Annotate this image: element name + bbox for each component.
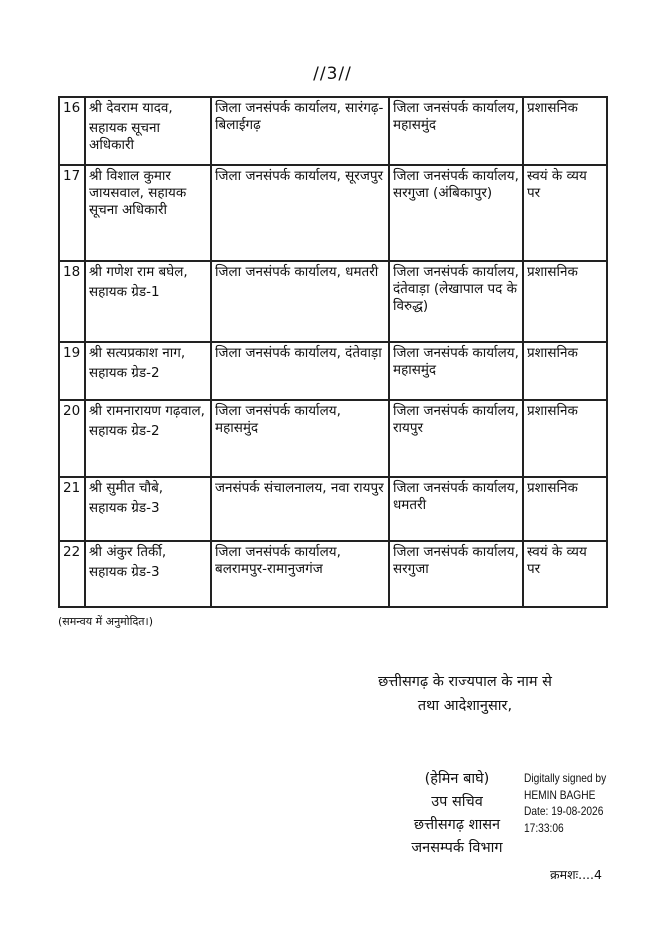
serial-number: 18 xyxy=(59,261,85,342)
transfer-reason: स्वयं के व्यय पर xyxy=(523,541,607,607)
employee-designation: सहायक ग्रेड-3 xyxy=(89,564,160,580)
order-line-2: तथा आदेशानुसार, xyxy=(417,698,513,714)
to-office: जिला जनसंपर्क कार्यालय, महासमुंद xyxy=(389,342,523,400)
from-office: जिला जनसंपर्क कार्यालय, बलरामपुर-रामानुजगंज xyxy=(211,541,389,607)
digital-signature-line: Digitally signed by xyxy=(524,771,607,785)
table-row xyxy=(59,400,607,477)
to-office: जिला जनसंपर्क कार्यालय, सरगुजा xyxy=(389,541,523,607)
from-office: जनसंपर्क संचालनालय, नवा रायपुर xyxy=(211,477,389,541)
to-office: जिला जनसंपर्क कार्यालय, दंतेवाड़ा (लेखापाल पद के विरुद्ध) xyxy=(389,261,523,342)
employee-designation: सहायक ग्रेड-3 xyxy=(89,500,160,516)
table-row xyxy=(59,261,607,342)
from-office: जिला जनसंपर्क कार्यालय, सूरजपुर xyxy=(211,165,389,261)
employee-cell xyxy=(85,97,211,165)
to-office: जिला जनसंपर्क कार्यालय, सरगुजा (अंबिकापुर) xyxy=(389,165,523,261)
transfer-reason: प्रशासनिक xyxy=(523,400,607,477)
from-office: जिला जनसंपर्क कार्यालय, सारंगढ़-बिलाईगढ़ xyxy=(211,97,389,165)
employee-cell xyxy=(85,400,211,477)
employee-name: श्री सुमीत चौबे, xyxy=(89,480,164,496)
to-office: जिला जनसंपर्क कार्यालय, महासमुंद xyxy=(389,97,523,165)
employee-designation: सहायक ग्रेड-2 xyxy=(89,423,160,439)
employee-cell xyxy=(85,261,211,342)
employee-cell xyxy=(85,541,211,607)
to-office: जिला जनसंपर्क कार्यालय, धमतरी xyxy=(389,477,523,541)
serial-number: 21 xyxy=(59,477,85,541)
from-office: जिला जनसंपर्क कार्यालय, महासमुंद xyxy=(211,400,389,477)
signatory-name: (हेमिन बाघे) xyxy=(424,771,490,787)
employee-name: श्री अंकुर तिर्की, xyxy=(89,544,167,560)
transfer-reason: स्वयं के व्यय पर xyxy=(523,165,607,261)
to-office: जिला जनसंपर्क कार्यालय, रायपुर xyxy=(389,400,523,477)
employee-cell xyxy=(85,342,211,400)
digital-signature-signer: HEMIN BAGHE xyxy=(524,787,596,802)
table-row xyxy=(59,165,607,261)
table-row xyxy=(59,97,607,165)
signatory-department: जनसम्पर्क विभाग xyxy=(411,840,503,856)
serial-number: 19 xyxy=(59,342,85,400)
order-line-1: छत्तीसगढ़ के राज्यपाल के नाम से xyxy=(378,674,552,690)
serial-number: 20 xyxy=(59,400,85,477)
table-row xyxy=(59,342,607,400)
employee-name: श्री देवराम यादव, xyxy=(89,100,173,116)
digital-signature-time: 17:33:06 xyxy=(524,820,564,835)
table-row xyxy=(59,477,607,541)
employee-cell xyxy=(85,477,211,541)
employee-designation: सहायक ग्रेड-1 xyxy=(89,284,160,300)
signatory-block xyxy=(392,768,522,860)
digital-signature-date: Date: 19-08-2026 xyxy=(524,804,604,818)
employee-designation: सहायक ग्रेड-2 xyxy=(89,365,160,381)
page-number: //3// xyxy=(313,64,352,84)
employee-designation: सहायक सूचना अधिकारी xyxy=(89,120,160,153)
from-office: जिला जनसंपर्क कार्यालय, दंतेवाड़ा xyxy=(211,342,389,400)
serial-number: 16 xyxy=(59,97,85,165)
signatory-government: छत्तीसगढ़ शासन xyxy=(413,817,501,833)
continuation-marker: क्रमशः....4 xyxy=(550,867,602,882)
transfer-reason: प्रशासनिक xyxy=(523,261,607,342)
transfer-reason: प्रशासनिक xyxy=(523,97,607,165)
serial-number: 22 xyxy=(59,541,85,607)
employee-name: श्री विशाल कुमार जायसवाल, सहायक सूचना अधिकारी xyxy=(89,168,187,218)
employee-name: श्री रामनारायण गढ़वाल, xyxy=(89,403,205,419)
serial-number: 17 xyxy=(59,165,85,261)
transfer-reason: प्रशासनिक xyxy=(523,477,607,541)
transfer-reason: प्रशासनिक xyxy=(523,342,607,400)
from-office: जिला जनसंपर्क कार्यालय, धमतरी xyxy=(211,261,389,342)
approval-note: (समन्वय में अनुमोदित।) xyxy=(58,615,154,628)
signatory-designation: उप सचिव xyxy=(431,794,483,810)
employee-cell xyxy=(85,165,211,261)
order-authority xyxy=(330,670,600,718)
employee-name: श्री गणेश राम बघेल, xyxy=(89,264,188,280)
employee-name: श्री सत्यप्रकाश नाग, xyxy=(89,345,186,361)
table-row xyxy=(59,541,607,607)
transfer-table xyxy=(58,96,608,608)
digital-signature xyxy=(524,770,606,836)
